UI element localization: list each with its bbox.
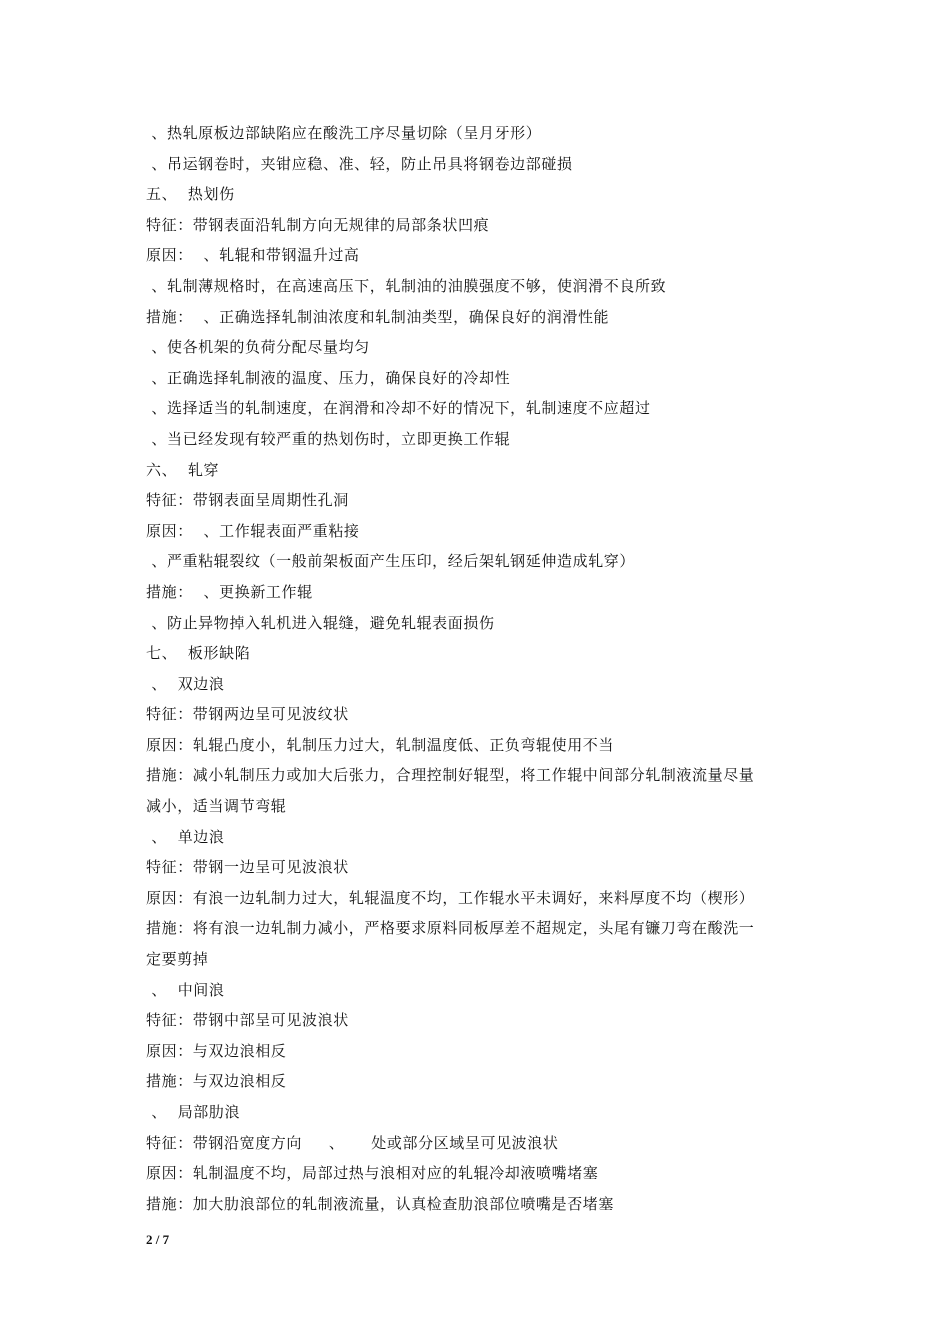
document-body — [146, 118, 826, 1219]
text-line: 措施：加大肋浪部位的轧制液流量，认真检查肋浪部位喷嘴是否堵塞 — [146, 1194, 615, 1213]
text-line: 原因：轧辊凸度小，轧制压力过大，轧制温度低、正负弯辊使用不当 — [146, 735, 615, 754]
text-line: 特征：带钢一边呈可见波浪状 — [146, 858, 349, 877]
text-line: 、 中间浪 — [146, 980, 225, 999]
text-line: 定要剪掉 — [146, 950, 209, 969]
text-line: 五、 热划伤 — [146, 185, 235, 204]
text-line: 措施：与双边浪相反 — [146, 1072, 287, 1091]
text-line: 措施：将有浪一边轧制力减小，严格要求原料同板厚差不超规定，头尾有镰刀弯在酸洗一 — [146, 919, 755, 938]
text-line: 六、 轧穿 — [146, 460, 220, 479]
text-line: 、轧制薄规格时，在高速高压下，轧制油的油膜强度不够，使润滑不良所致 — [146, 276, 667, 295]
text-line: 、正确选择轧制液的温度、压力，确保良好的冷却性 — [146, 368, 511, 387]
text-line: 特征：带钢中部呈可见波浪状 — [146, 1011, 349, 1030]
text-line: 原因： 、工作辊表面严重粘接 — [146, 521, 360, 540]
text-line: 、热轧原板边部缺陷应在酸洗工序尽量切除（呈月牙形） — [146, 124, 542, 142]
text-line: 特征：带钢表面沿轧制方向无规律的局部条状凹痕 — [146, 215, 490, 234]
text-line: 特征：带钢两边呈可见波纹状 — [146, 705, 349, 724]
text-line: 措施： 、更换新工作辊 — [146, 582, 313, 601]
text-line: 、选择适当的轧制速度，在润滑和冷却不好的情况下，轧制速度不应超过 — [146, 399, 651, 418]
text-line: 七、 板形缺陷 — [146, 644, 251, 663]
text-line: 、 双边浪 — [146, 674, 225, 693]
text-line: 、使各机架的负荷分配尽量均匀 — [146, 338, 370, 357]
text-line: 特征：带钢沿宽度方向 、 处或部分区域呈可见波浪状 — [146, 1133, 559, 1152]
text-line: 、 局部肋浪 — [146, 1103, 241, 1121]
text-line: 措施： 、正确选择轧制油浓度和轧制油类型，确保良好的润滑性能 — [146, 307, 610, 326]
text-line: 、防止异物掉入轧机进入辊缝，避免轧辊表面损伤 — [146, 613, 495, 632]
text-line: 措施：减小轧制压力或加大后张力，合理控制好辊型，将工作辊中间部分轧制液流量尽量 — [146, 766, 755, 785]
text-line: 减小，适当调节弯辊 — [146, 797, 287, 816]
text-line: 、当已经发现有较严重的热划伤时，立即更换工作辊 — [146, 429, 511, 448]
text-line: 原因：与双边浪相反 — [146, 1041, 287, 1060]
text-line: 原因：有浪一边轧制力过大，轧辊温度不均，工作辊水平未调好，来料厚度不均（楔形） — [146, 888, 755, 907]
text-line: 、 单边浪 — [146, 827, 225, 846]
text-line: 特征：带钢表面呈周期性孔洞 — [146, 491, 349, 510]
text-line: 原因：轧制温度不均，局部过热与浪相对应的轧辊冷却液喷嘴堵塞 — [146, 1164, 599, 1183]
text-line: 原因： 、轧辊和带钢温升过高 — [146, 246, 360, 265]
text-line: 、吊运钢卷时，夹钳应稳、准、轻，防止吊具将钢卷边部碰损 — [146, 154, 573, 173]
text-line: 、严重粘辊裂纹（一般前架板面产生压印，经后架轧钢延伸造成轧穿） — [146, 552, 635, 571]
page-number: 2 / 7 — [146, 1232, 170, 1247]
